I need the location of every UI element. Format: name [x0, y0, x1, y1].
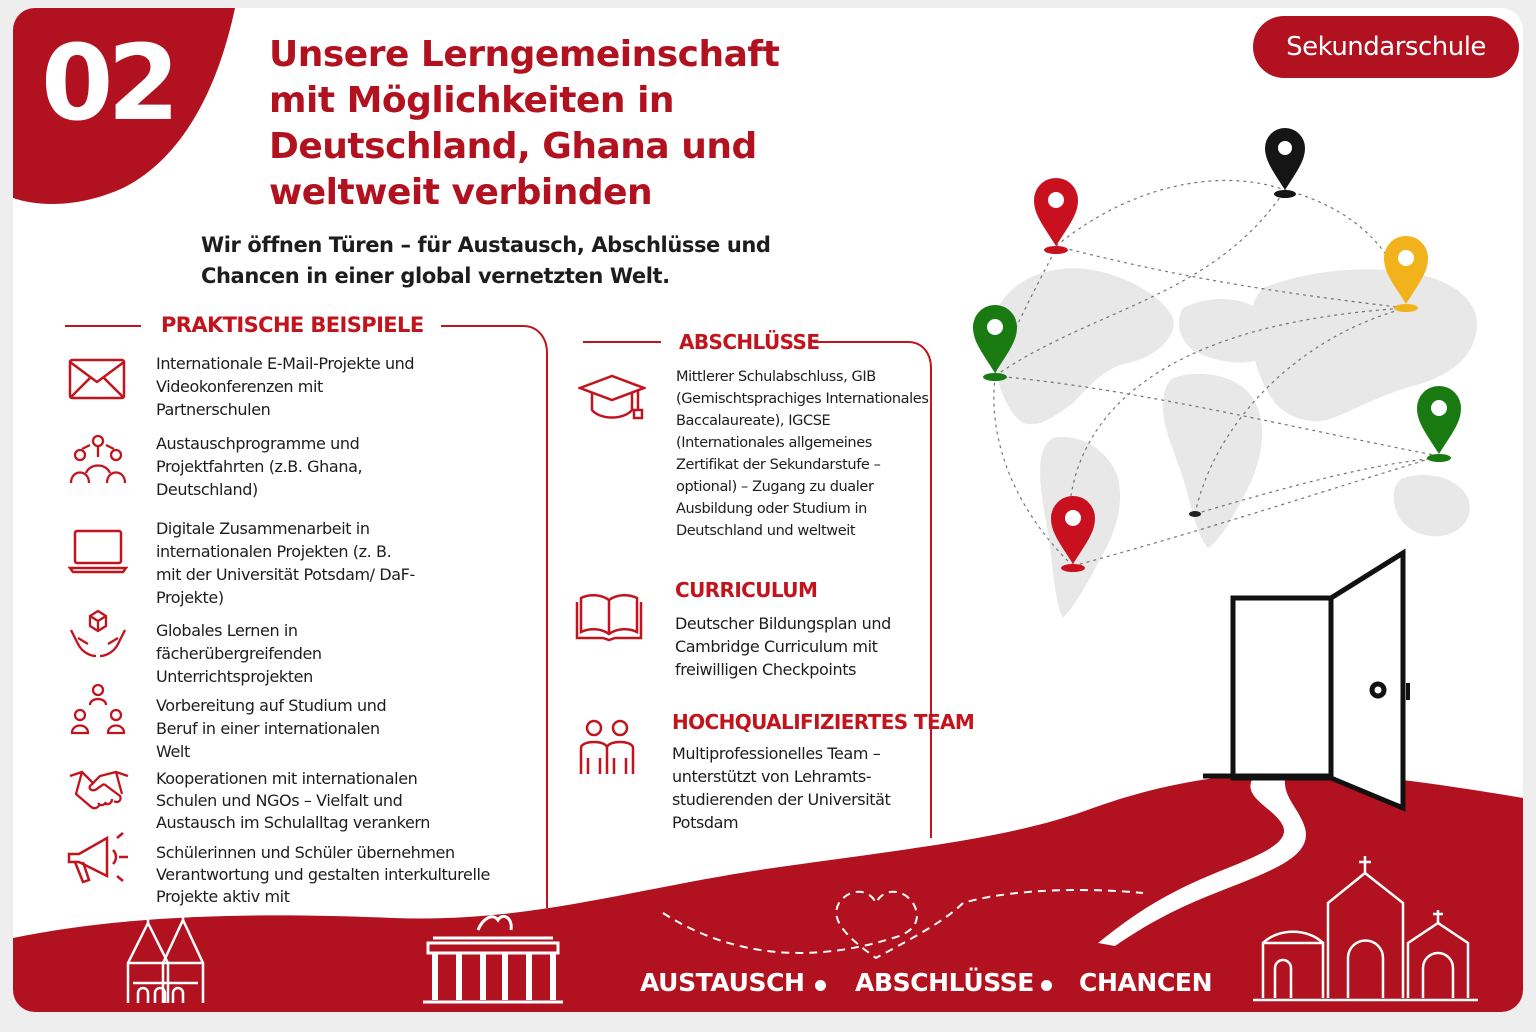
curriculum-text: Deutscher Bildungsplan und Cambridge Curriculum mit freiwilligen Checkpoints: [675, 614, 891, 679]
envelope-icon: [68, 358, 126, 400]
team-heading: HOCHQUALIFIZIERTES TEAM: [672, 710, 975, 734]
team-text: Multiprofessionelles Team – unterstützt von Lehramts-studierenden der Universität Potsdam: [672, 744, 891, 832]
exchange-group-icon: [68, 433, 128, 489]
practical-item-exchange: Austauschprogramme und Projektfahrten (z.B. Ghana, Deutschland): [156, 434, 363, 499]
page-title: Unsere Lerngemeinschaft mit Möglichkeiten in Deutschland, Ghana und weltweit verbinden: [269, 34, 780, 213]
team-icon: [576, 718, 638, 776]
graduation-cap-icon: [578, 370, 646, 428]
practical-item-email-projects: Internationale E-Mail-Projekte und Videokonferenzen mit Partnerschulen: [156, 354, 415, 419]
practical-item-career-prep: Vorbereitung auf Studium und Beruf in einer internationalen Welt: [156, 696, 387, 761]
school-type-badge: Sekundarschule: [1253, 16, 1519, 78]
map-pin-red-north: [1034, 178, 1078, 254]
map-pin-green-east: [1417, 386, 1461, 462]
page-subtitle: Wir öffnen Türen – für Austausch, Abschlüsse und Chancen in einer global vernetzten Welt.: [201, 233, 771, 288]
footer-label-austausch: AUSTAUSCH: [640, 968, 805, 997]
infographic-page: [13, 8, 1523, 1012]
footer-separator-dot: [1041, 980, 1052, 991]
route-node-marker: [1189, 511, 1201, 517]
hands-cube-icon: [68, 608, 128, 660]
section-number: 02: [41, 22, 174, 144]
handshake-icon: [68, 768, 130, 812]
people-network-icon: [68, 683, 128, 737]
practical-examples-heading: PRAKTISCHE BEISPIELE: [161, 313, 424, 337]
practical-item-student-responsibility: Schülerinnen und Schüler übernehmen Verantwortung und gestalten interkulturelle Projekte aktiv mit: [156, 843, 490, 906]
footer-separator-dot: [815, 980, 826, 991]
open-book-icon: [575, 592, 643, 642]
footer-label-abschluesse: ABSCHLÜSSE: [855, 968, 1034, 997]
laptop-icon: [68, 528, 128, 574]
map-pin-black: [1265, 128, 1305, 198]
open-door-icon: [1203, 553, 1408, 808]
degrees-text: Mittlerer Schulabschluss, GIB (Gemischtsprachiges Internationales Baccalaureate), IGCSE (Internationales allgemeines Zertifikat der Sekundarstufe – optional) – Zugang zu dualer Ausbildung oder Studium in Deutschland und weltweit: [676, 369, 929, 539]
practical-item-digital: Digitale Zusammenarbeit in internationalen Projekten (z. B. mit der Universität Potsdam/ DaF-Projekte): [156, 519, 415, 607]
degrees-heading: ABSCHLÜSSE: [679, 330, 820, 354]
practical-item-global-learning: Globales Lernen in fächerübergreifenden Unterrichtsprojekten: [156, 621, 322, 686]
megaphone-icon: [61, 830, 131, 888]
footer-label-chancen: CHANCEN: [1079, 968, 1213, 997]
curriculum-heading: CURRICULUM: [675, 578, 818, 602]
practical-item-cooperation: Kooperationen mit internationalen Schulen und NGOs – Vielfalt und Austausch im Schulalltag verankern: [156, 769, 431, 832]
